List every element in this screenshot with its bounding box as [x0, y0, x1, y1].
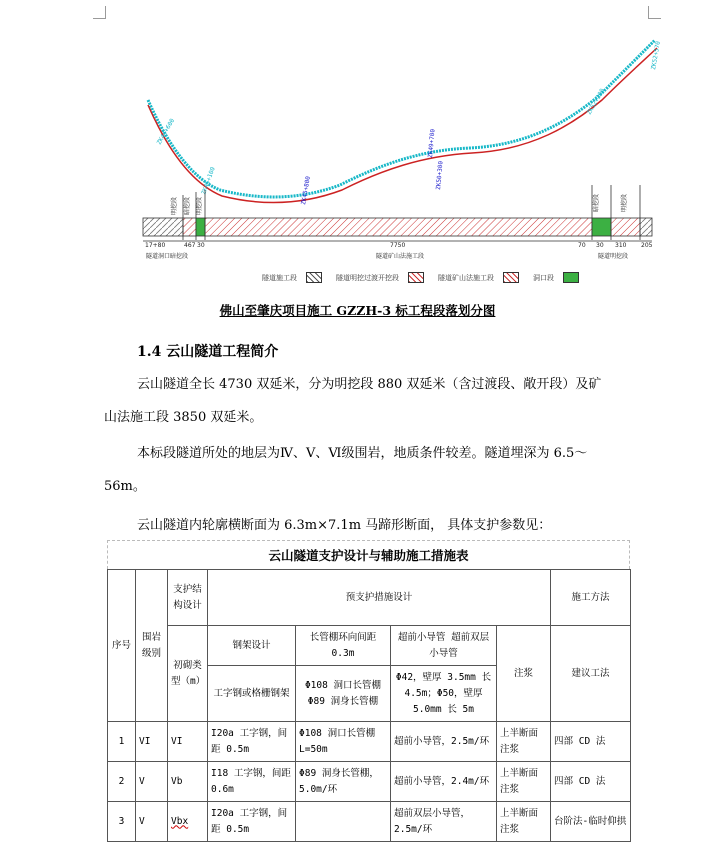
tunnel-profile-figure	[0, 0, 715, 300]
header-grout: 注浆	[497, 626, 551, 722]
table-row: 2 V Vb I18 工字钢，间距 0.6m Φ89 洞身长管棚，5.0m/环 超前小导管，2.4m/环 上半断面注浆 四部 CD 法	[108, 762, 631, 802]
header-pipe-shed: 长管棚环向间距0.3m	[296, 626, 391, 666]
svg-text:7750: 7750	[390, 242, 406, 249]
table-title: 云山隧道支护设计与辅助施工措施表	[107, 540, 630, 569]
header-struct: 支护结构设计	[168, 570, 208, 626]
svg-text:明挖段: 明挖段	[171, 196, 178, 215]
svg-text:17+80: 17+80	[145, 242, 166, 249]
svg-text:明挖段: 明挖段	[621, 193, 628, 212]
figure-caption: 佛山至肇庆项目施工 GZZH-3 标工程段落划分图	[219, 303, 496, 318]
svg-text:70: 70	[578, 242, 586, 249]
svg-text:隧道矿山法施工段: 隧道矿山法施工段	[376, 253, 425, 260]
header-suggest: 建议工法	[551, 626, 631, 722]
legend-item: 隧道施工段	[262, 273, 297, 282]
support-table	[107, 540, 630, 842]
paragraph-2: 本标段隧道所处的地层为Ⅳ、Ⅴ、Ⅵ级围岩，地质条件较差。隧道埋深为 6.5～ 56m。	[104, 446, 588, 494]
figure-legend	[262, 272, 587, 283]
svg-text:310: 310	[615, 242, 627, 249]
station-label-cyan	[156, 40, 662, 195]
svg-text:ZK44+600: ZK44+600	[155, 117, 177, 146]
svg-text:明挖段: 明挖段	[196, 196, 203, 215]
svg-text:隧道明挖段: 隧道明挖段	[598, 253, 629, 260]
svg-text:暗挖段: 暗挖段	[593, 193, 600, 212]
svg-text:ZK45+800: ZK45+800	[300, 175, 312, 206]
ground-line	[148, 40, 655, 197]
svg-text:隧道洞口暗挖段: 隧道洞口暗挖段	[146, 253, 189, 260]
svg-text:30: 30	[596, 242, 604, 249]
svg-text:ZK52+570: ZK52+570	[650, 40, 662, 71]
svg-text:ZK52+200: ZK52+200	[585, 87, 607, 116]
legend-item: 隧道明挖过渡开挖段	[336, 273, 399, 282]
table-row: 3 V Vbx I20a 工字钢，间距 0.5m 超前双层小导管，2.5m/环 上半断面注浆 台阶法-临时仰拱	[108, 802, 631, 842]
svg-text:30: 30	[197, 242, 205, 249]
header-steel: 钢架设计	[208, 626, 296, 666]
header-pipe-shed-sub: Φ108 洞口长管棚 Φ89 洞身长管棚	[296, 666, 391, 722]
svg-text:ZK49+700: ZK49+700	[427, 128, 437, 159]
svg-text:205: 205	[641, 242, 653, 249]
header-steel-sub: 工字钢或格栅钢架	[208, 666, 296, 722]
legend-item: 洞口段	[533, 273, 554, 282]
svg-text:暗挖段: 暗挖段	[184, 196, 191, 215]
legend-item: 隧道矿山法施工段	[438, 273, 494, 282]
station-label	[300, 128, 444, 205]
header-method: 施工方法	[551, 570, 631, 626]
header-seq: 序号	[108, 570, 136, 722]
header-lining: 初砌类型（m）	[168, 626, 208, 722]
table-row: 1 VI VI I20a 工字钢，间距 0.5m Φ108 洞口长管棚 L=50m 超前小导管，2.5m/环 上半断面注浆 四部 CD 法	[108, 722, 631, 762]
svg-text:467: 467	[184, 242, 196, 249]
header-small-pipe-sub: Φ42，壁厚 3.5mm 长 4.5m；Φ50，壁厚 5.0mm 长 5m	[391, 666, 497, 722]
svg-text:ZK45+100: ZK45+100	[200, 166, 217, 196]
section-heading: 1.4 云山隧道工程简介	[137, 344, 279, 360]
paragraph-3: 云山隧道内轮廓横断面为 6.3m×7.1m 马蹄形断面， 具体支护参数见：	[137, 518, 552, 533]
header-small-pipe: 超前小导管 超前双层小导管	[391, 626, 497, 666]
svg-text:ZK50+300: ZK50+300	[435, 160, 445, 191]
paragraph-1: 云山隧道全长 4730 双延米，分为明挖段 880 双延米（含过渡段、敞开段）及矿 山法施工段 3850 双延米。	[104, 377, 602, 425]
header-pre: 预支护措施设计	[208, 570, 551, 626]
header-rock: 围岩级别	[136, 570, 168, 722]
